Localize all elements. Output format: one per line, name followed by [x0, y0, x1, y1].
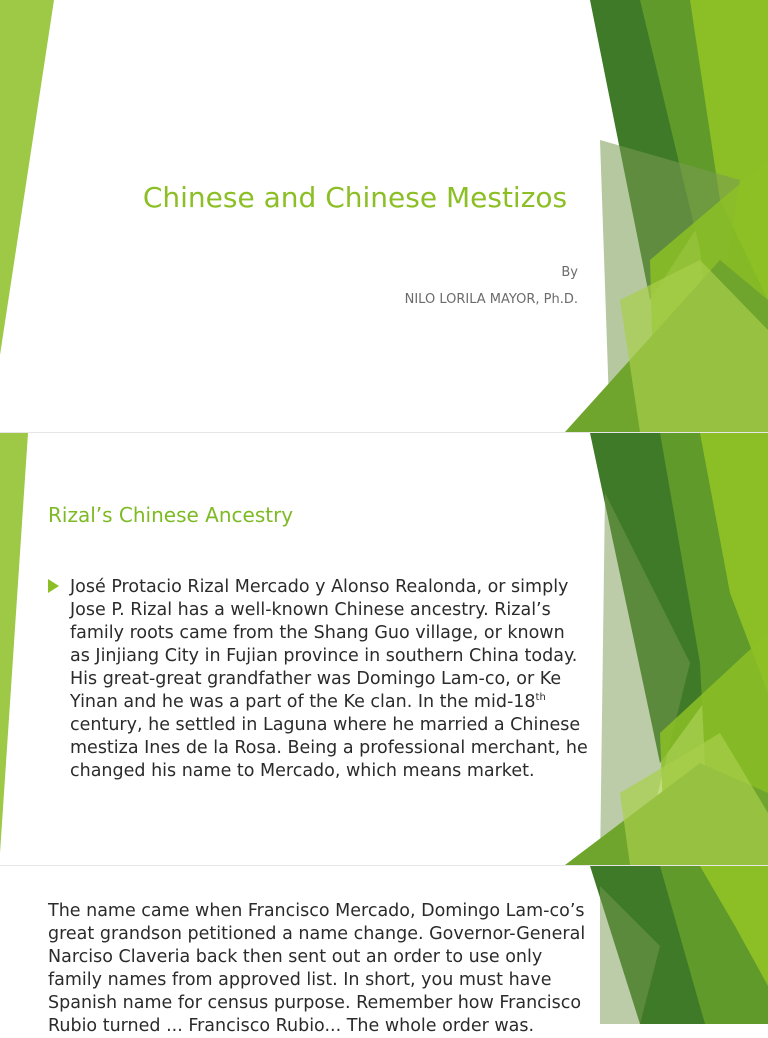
by-label: By — [561, 265, 578, 280]
bullet-text-part1: José Protacio Rizal Mercado y Alonso Realonda, or simply Jose P. Rizal has a well-known Chinese ancestry. Rizal’s family roots came from the Shang Guo village, or known as Jinjiang City in Fujian province in southern China today. His great-great grandfather was Domingo Lam-co, or Ke Yinan and he was a part of the Ke clan. In the mid-18 — [70, 577, 578, 712]
name-change-slide — [0, 866, 768, 1036]
triangle-bullet-icon — [48, 579, 59, 593]
bullet-text — [70, 576, 588, 783]
author-name: NILO LORILA MAYOR, Ph.D. — [404, 292, 578, 307]
bullet-point — [48, 576, 588, 783]
section-title: Rizal’s Chinese Ancestry — [48, 503, 294, 527]
ancestry-slide — [0, 433, 768, 865]
byline — [405, 259, 578, 313]
bullet-text-part2: century, he settled in Laguna where he married a Chinese mestiza Ines de la Rosa. Being a professional merchant, he changed his name to Mercado, which means market. — [70, 715, 588, 781]
ordinal-suffix: th — [535, 692, 546, 704]
body-paragraph: The name came when Francisco Mercado, Domingo Lam-co’s great grandson petitioned a name change. Governor-General Narciso Claveria back then sent out an order to use only family names from approved list. In short, you must have Spanish name for census purpose. Remember how Francisco Rubio turned ... Francisco Rubio... The whole order was. — [48, 901, 586, 1036]
title-slide — [0, 0, 768, 432]
green-triangles-decoration — [0, 0, 768, 432]
slide-title: Chinese and Chinese Mestizos — [142, 181, 568, 214]
